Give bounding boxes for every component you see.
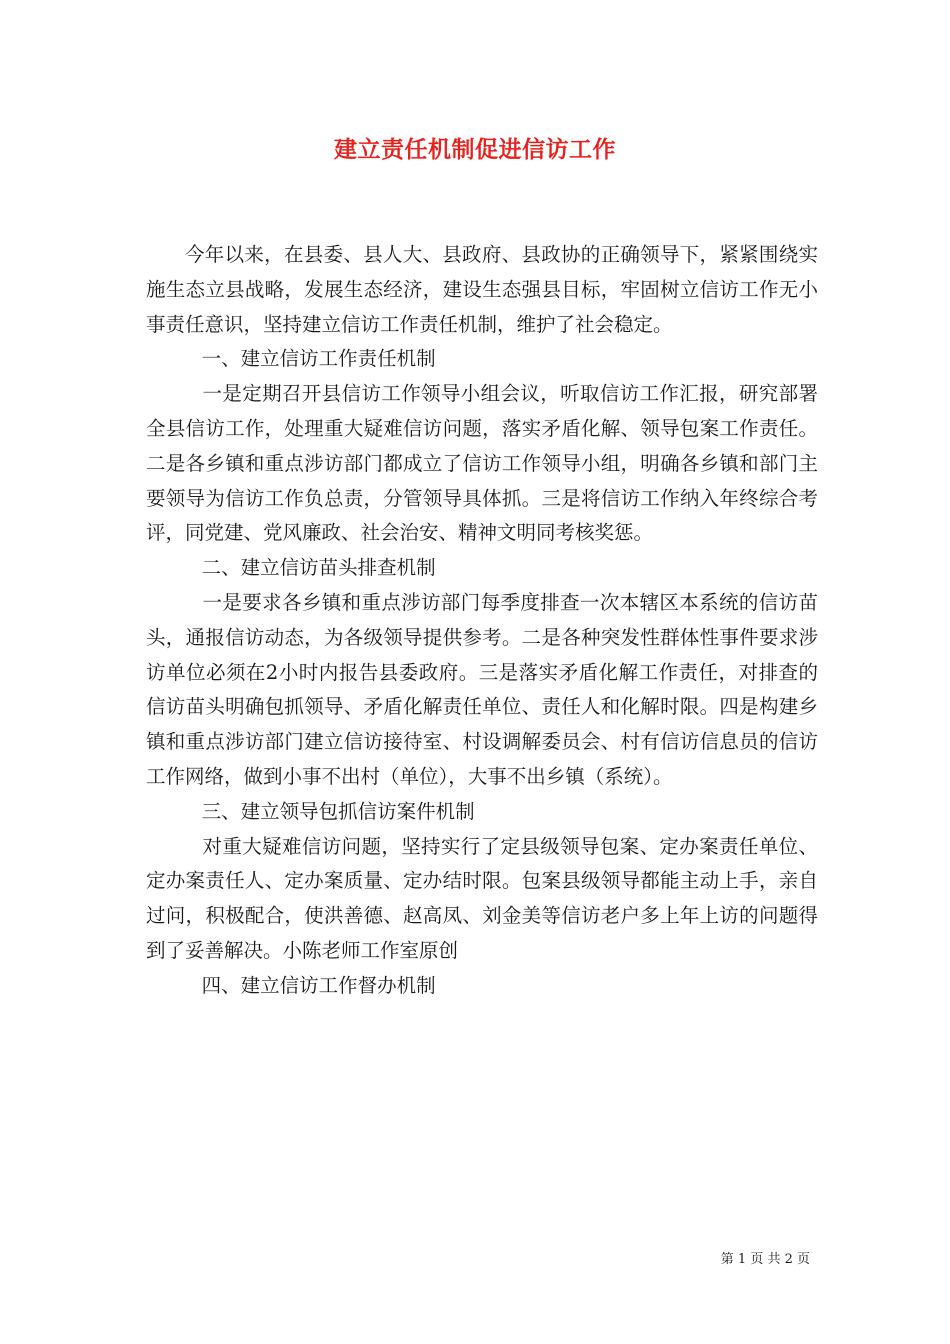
section-heading-3: 三、建立领导包抓信访案件机制 [201,799,475,823]
section-heading-1: 一、建立信访工作责任机制 [201,347,436,371]
document-body [146,238,818,1004]
section-paragraph-1: 一是定期召开县信访工作领导小组会议，听取信访工作汇报，研究部署全县信访工作，处理重大疑难信访问题，落实矛盾化解、领导包案工作责任。二是各乡镇和重点涉访部门都成立了信访工作领导小组，明确各乡镇和部门主要领导为信访工作负总责，分管领导具体抓。三是将信访工作纳入年终综合考评，同党建、党风廉政、社会治安、精神文明同考核奖惩。 [146,382,818,545]
section-paragraph-3: 对重大疑难信访问题，坚持实行了定县级领导包案、定办案责任单位、定办案责任人、定办案质量、定办结时限。包案县级领导都能主动上手，亲自过问，积极配合，使洪善德、赵高凤、刘金美等信访老户多上年上访的问题得到了妥善解决。小陈老师工作室原创 [146,834,818,962]
section-paragraph-2: 一是要求各乡镇和重点涉访部门每季度排查一次本辖区本系统的信访苗头，通报信访动态，为各级领导提供参考。二是各种突发性群体性事件要求涉访单位必须在2小时内报告县委政府。三是落实矛盾化解工作责任，对排查的信访苗头明确包抓领导、矛盾化解责任单位、责任人和化解时限。四是构建乡镇和重点涉访部门建立信访接待室、村设调解委员会、村有信访信息员的信访工作网络，做到小事不出村（单位），大事不出乡镇（系统）。 [146,590,818,788]
section-heading-4: 四、建立信访工作督办机制 [201,973,436,997]
intro-paragraph: 今年以来，在县委、县人大、县政府、县政协的正确领导下，紧紧围绕实施生态立县战略，发展生态经济，建设生态强县目标，牢固树立信访工作无小事责任意识，坚持建立信访工作责任机制，维护了社会稳定。 [146,243,818,336]
document-title: 建立责任机制促进信访工作 [334,136,616,163]
page-indicator: 第 1 页 共 2 页 [720,1252,810,1267]
section-heading-2: 二、建立信访苗头排查机制 [201,556,436,580]
